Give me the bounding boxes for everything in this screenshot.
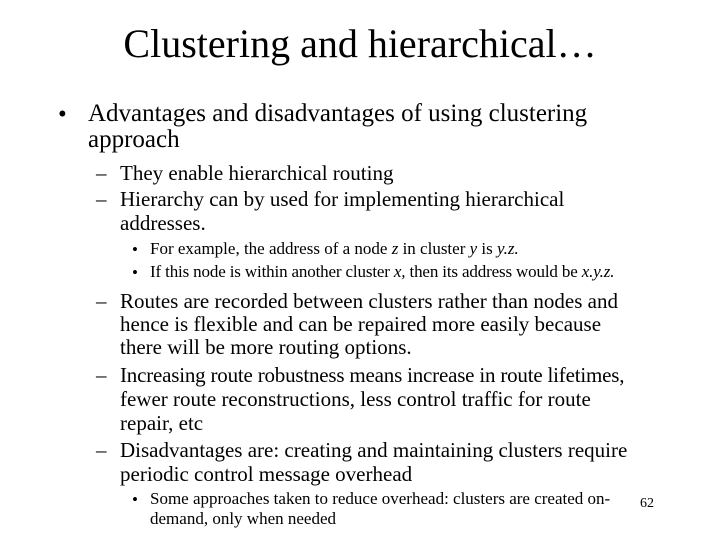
dash-marker: –: [96, 438, 107, 462]
bullet-marker: •: [58, 101, 67, 128]
sub-bullet-hierarchy-line2: addresses.: [120, 211, 206, 235]
sub-bullet-robustness-line2: fewer route reconstructions, less control traffic for route: [120, 387, 591, 411]
bullet-marker: •: [132, 490, 138, 509]
sub-sub-bullet-approaches-line1: Some approaches taken to reduce overhead: clusters are created on-: [150, 489, 611, 508]
dash-marker: –: [96, 161, 107, 185]
dash-marker: –: [96, 363, 107, 387]
sub-sub-bullet-example: For example, the address of a node z in cluster y is y.z.: [150, 239, 519, 258]
bullet-marker: •: [132, 240, 138, 259]
sub-bullet-routing: They enable hierarchical routing: [120, 161, 394, 185]
sub-bullet-routes-line1: Routes are recorded between clusters rather than nodes and: [120, 289, 618, 313]
slide-title: Clustering and hierarchical…: [123, 21, 597, 66]
page-number: 62: [640, 496, 654, 511]
sub-sub-bullet-approaches-line2: demand, only when needed: [150, 509, 336, 528]
bullet-marker: •: [132, 263, 138, 282]
bullet-advantages-line1: Advantages and disadvantages of using clustering: [88, 100, 588, 127]
sub-bullet-robustness-line3: repair, etc: [120, 411, 204, 435]
bullet-advantages-line2: approach: [88, 126, 180, 153]
sub-sub-bullet-nested-cluster: If this node is within another cluster x, then its address would be x.y.z.: [150, 262, 615, 281]
sub-bullet-disadvantages-line1: Disadvantages are: creating and maintaining clusters require: [120, 438, 628, 462]
dash-marker: –: [96, 289, 107, 313]
sub-bullet-robustness-line1: Increasing route robustness means increase in route lifetimes,: [120, 363, 625, 387]
sub-bullet-routes-line3: there will be more routing options.: [120, 335, 412, 359]
sub-bullet-routes-line2: hence is flexible and can be repaired more easily because: [120, 312, 602, 336]
sub-bullet-disadvantages-line2: periodic control message overhead: [120, 462, 413, 486]
dash-marker: –: [96, 187, 107, 211]
sub-bullet-hierarchy-line1: Hierarchy can by used for implementing hierarchical: [120, 187, 565, 211]
